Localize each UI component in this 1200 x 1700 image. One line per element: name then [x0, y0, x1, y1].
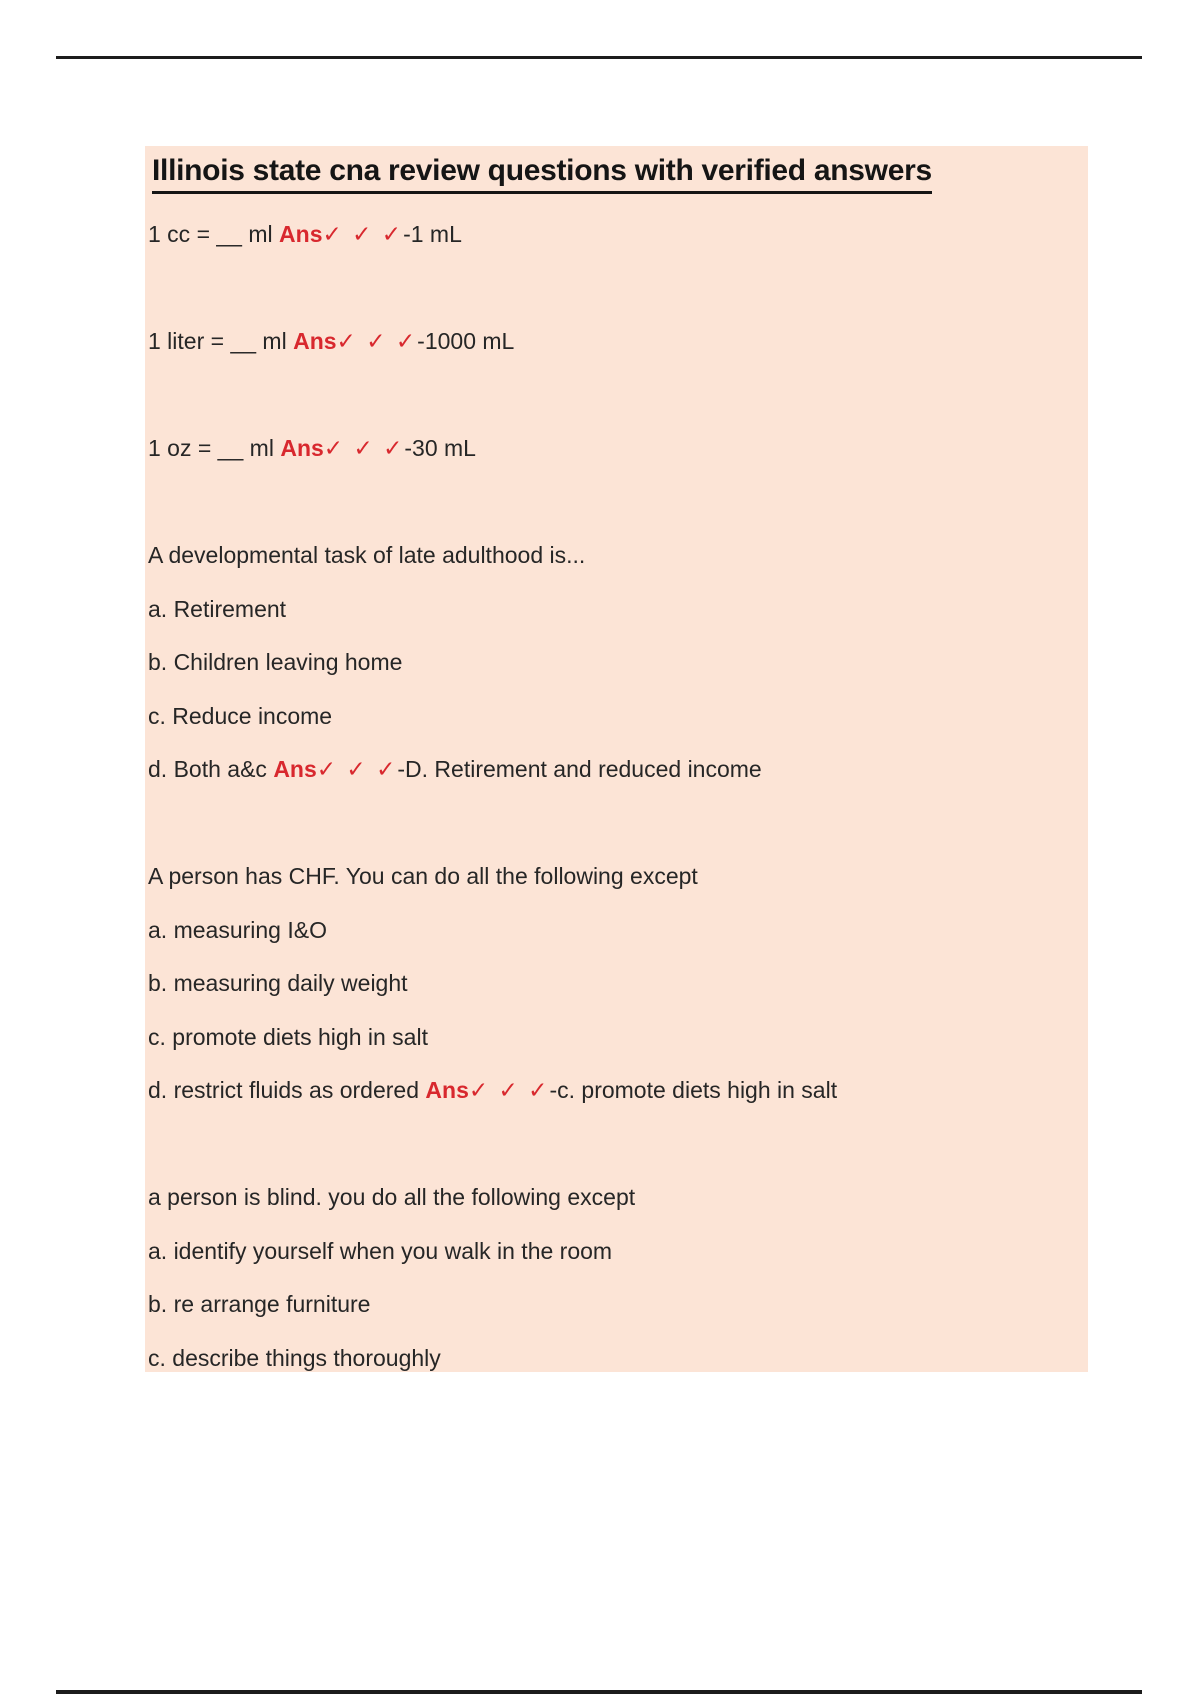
bottom-horizontal-rule	[56, 1690, 1142, 1694]
top-horizontal-rule	[56, 56, 1142, 59]
qa-text-line	[148, 636, 1085, 690]
checkmarks-icon: ✓ ✓ ✓	[336, 328, 418, 355]
highlighted-content-box	[145, 146, 1088, 1372]
blank-line	[148, 797, 1085, 851]
qa-answer-line	[148, 208, 1085, 262]
qa-text-line	[148, 904, 1085, 958]
question-text: b. re arrange furniture	[148, 1291, 371, 1318]
question-text: c. Reduce income	[148, 702, 333, 729]
qa-text-line	[148, 1225, 1085, 1279]
qa-answer-line	[148, 315, 1085, 369]
checkmarks-icon: ✓ ✓ ✓	[323, 435, 405, 462]
blank-line	[148, 262, 1085, 316]
qa-answer-line	[148, 743, 1085, 797]
qa-answer-line	[148, 422, 1085, 476]
question-text: a. identify yourself when you walk in the room	[148, 1237, 613, 1264]
question-text: b. measuring daily weight	[148, 970, 408, 997]
ans-label: Ans	[279, 221, 323, 248]
ans-label: Ans	[273, 756, 317, 783]
question-text: c. promote diets high in salt	[148, 1023, 428, 1050]
qa-answer-line	[148, 1064, 1085, 1118]
question-text: d. restrict fluids as ordered	[148, 1077, 426, 1104]
blank-line	[148, 476, 1085, 530]
question-text: A developmental task of late adulthood is...	[148, 542, 586, 569]
question-text: a. Retirement	[148, 595, 287, 622]
page-title: Illinois state cna review questions with verified answers	[152, 152, 932, 194]
qa-text-line	[148, 1332, 1085, 1373]
answer-text: -30 mL	[404, 435, 476, 462]
blank-line	[148, 369, 1085, 423]
qa-text-line	[148, 957, 1085, 1011]
answer-text: -c. promote diets high in salt	[549, 1077, 838, 1104]
qa-text-line	[148, 1011, 1085, 1065]
ans-label: Ans	[280, 435, 324, 462]
question-text: 1 liter = __ ml	[148, 328, 294, 355]
qa-text-line	[148, 690, 1085, 744]
question-text: c. describe things thoroughly	[148, 1344, 441, 1371]
ans-label: Ans	[293, 328, 337, 355]
question-text: 1 oz = __ ml	[148, 435, 281, 462]
qa-text-line	[148, 529, 1085, 583]
blank-line	[148, 1118, 1085, 1172]
qa-text-line	[148, 583, 1085, 637]
checkmarks-icon: ✓ ✓ ✓	[468, 1077, 550, 1104]
question-text: a. measuring I&O	[148, 916, 327, 943]
answer-text: -D. Retirement and reduced income	[397, 756, 762, 783]
qa-text-line	[148, 850, 1085, 904]
question-text: 1 cc = __ ml	[148, 221, 280, 248]
checkmarks-icon: ✓ ✓ ✓	[316, 756, 398, 783]
question-text: A person has CHF. You can do all the following except	[148, 863, 698, 890]
qa-text-line	[148, 1171, 1085, 1225]
answer-text: -1 mL	[403, 221, 462, 248]
checkmarks-icon: ✓ ✓ ✓	[322, 221, 404, 248]
answer-text: -1000 mL	[417, 328, 515, 355]
question-text: b. Children leaving home	[148, 649, 403, 676]
question-text: d. Both a&c	[148, 756, 274, 783]
ans-label: Ans	[425, 1077, 469, 1104]
question-text: a person is blind. you do all the following except	[148, 1184, 636, 1211]
qa-text-line	[148, 1278, 1085, 1332]
qa-lines-container	[148, 208, 1085, 1372]
